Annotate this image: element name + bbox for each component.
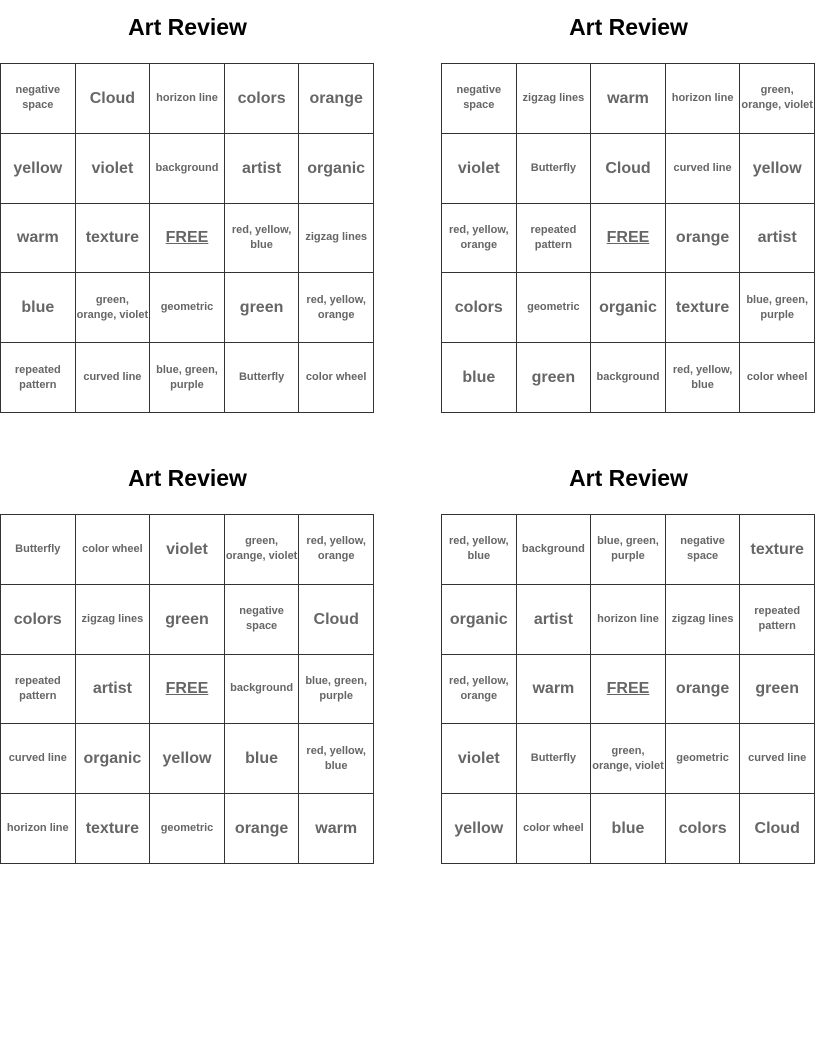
bingo-cell: organic bbox=[299, 134, 374, 204]
bingo-cell: organic bbox=[442, 585, 517, 655]
bingo-cell: blue bbox=[1, 273, 76, 343]
bingo-cell: colors bbox=[442, 273, 517, 343]
bingo-cell: Butterfly bbox=[517, 134, 592, 204]
bingo-cell: Butterfly bbox=[517, 724, 592, 794]
bingo-cell: warm bbox=[299, 794, 374, 864]
bingo-cell: blue, green, purple bbox=[591, 515, 666, 585]
bingo-card-3 bbox=[0, 459, 375, 838]
bingo-cell: horizon line bbox=[591, 585, 666, 655]
bingo-cell: warm bbox=[517, 655, 592, 725]
bingo-cell: zigzag lines bbox=[76, 585, 151, 655]
bingo-cell: color wheel bbox=[299, 343, 374, 413]
card-title: Art Review bbox=[128, 14, 247, 40]
free-space-cell: FREE bbox=[591, 204, 666, 274]
bingo-cell: red, yellow, orange bbox=[442, 204, 517, 274]
bingo-cell: blue bbox=[591, 794, 666, 864]
bingo-cell: green bbox=[225, 273, 300, 343]
bingo-cell: colors bbox=[225, 64, 300, 134]
bingo-grid bbox=[0, 63, 374, 413]
bingo-cell: green, orange, violet bbox=[225, 515, 300, 585]
bingo-cell: Butterfly bbox=[1, 515, 76, 585]
bingo-cell: orange bbox=[666, 204, 741, 274]
bingo-cell: texture bbox=[76, 794, 151, 864]
card-title: Art Review bbox=[128, 465, 247, 491]
bingo-cell: Cloud bbox=[299, 585, 374, 655]
bingo-cell: color wheel bbox=[76, 515, 151, 585]
bingo-grid bbox=[0, 514, 374, 864]
bingo-cell: yellow bbox=[740, 134, 815, 204]
bingo-cell: artist bbox=[517, 585, 592, 655]
bingo-cell: repeated pattern bbox=[517, 204, 592, 274]
bingo-card-2 bbox=[441, 8, 816, 391]
bingo-cell: repeated pattern bbox=[1, 655, 76, 725]
bingo-cell: orange bbox=[225, 794, 300, 864]
bingo-cell: background bbox=[517, 515, 592, 585]
bingo-cell: yellow bbox=[442, 794, 517, 864]
bingo-cell: orange bbox=[299, 64, 374, 134]
bingo-cell: organic bbox=[76, 724, 151, 794]
bingo-cell: violet bbox=[150, 515, 225, 585]
bingo-cell: background bbox=[225, 655, 300, 725]
bingo-cell: green bbox=[150, 585, 225, 655]
bingo-cell: green bbox=[740, 655, 815, 725]
bingo-cell: warm bbox=[591, 64, 666, 134]
bingo-cell: green, orange, violet bbox=[591, 724, 666, 794]
bingo-cell: horizon line bbox=[1, 794, 76, 864]
card-title: Art Review bbox=[569, 14, 688, 40]
bingo-cell: repeated pattern bbox=[740, 585, 815, 655]
bingo-cell: blue, green, purple bbox=[299, 655, 374, 725]
bingo-cell: colors bbox=[666, 794, 741, 864]
bingo-cell: curved line bbox=[76, 343, 151, 413]
bingo-card-1 bbox=[0, 8, 375, 391]
bingo-cell: red, yellow, orange bbox=[299, 273, 374, 343]
bingo-cell: color wheel bbox=[517, 794, 592, 864]
bingo-cell: red, yellow, blue bbox=[225, 204, 300, 274]
bingo-cell: horizon line bbox=[666, 64, 741, 134]
bingo-cell: green bbox=[517, 343, 592, 413]
bingo-cell: zigzag lines bbox=[299, 204, 374, 274]
bingo-cell: curved line bbox=[740, 724, 815, 794]
bingo-cell: texture bbox=[666, 273, 741, 343]
bingo-cell: organic bbox=[591, 273, 666, 343]
bingo-cell: curved line bbox=[666, 134, 741, 204]
bingo-cell: geometric bbox=[666, 724, 741, 794]
bingo-cell: blue, green, purple bbox=[740, 273, 815, 343]
bingo-cell: violet bbox=[76, 134, 151, 204]
bingo-cell: red, yellow, orange bbox=[299, 515, 374, 585]
free-space-cell: FREE bbox=[150, 204, 225, 274]
bingo-cell: Butterfly bbox=[225, 343, 300, 413]
bingo-cell: background bbox=[150, 134, 225, 204]
bingo-cell: negative space bbox=[442, 64, 517, 134]
bingo-cell: warm bbox=[1, 204, 76, 274]
bingo-cell: geometric bbox=[150, 794, 225, 864]
bingo-cell: geometric bbox=[150, 273, 225, 343]
bingo-cell: Cloud bbox=[591, 134, 666, 204]
bingo-cell: color wheel bbox=[740, 343, 815, 413]
bingo-cell: zigzag lines bbox=[666, 585, 741, 655]
bingo-cell: texture bbox=[76, 204, 151, 274]
bingo-cell: blue, green, purple bbox=[150, 343, 225, 413]
bingo-cell: green, orange, violet bbox=[740, 64, 815, 134]
bingo-cell: curved line bbox=[1, 724, 76, 794]
bingo-cell: colors bbox=[1, 585, 76, 655]
bingo-cell: blue bbox=[442, 343, 517, 413]
bingo-cell: red, yellow, blue bbox=[299, 724, 374, 794]
bingo-cell: artist bbox=[76, 655, 151, 725]
bingo-cell: Cloud bbox=[76, 64, 151, 134]
bingo-cell: negative space bbox=[1, 64, 76, 134]
bingo-cell: red, yellow, orange bbox=[442, 655, 517, 725]
bingo-card-4 bbox=[441, 459, 816, 838]
bingo-grid bbox=[441, 63, 815, 413]
bingo-cell: orange bbox=[666, 655, 741, 725]
free-space-cell: FREE bbox=[150, 655, 225, 725]
bingo-cell: horizon line bbox=[150, 64, 225, 134]
bingo-cell: geometric bbox=[517, 273, 592, 343]
bingo-cell: texture bbox=[740, 515, 815, 585]
bingo-cell: negative space bbox=[666, 515, 741, 585]
bingo-cell: violet bbox=[442, 134, 517, 204]
bingo-cell: green, orange, violet bbox=[76, 273, 151, 343]
free-space-cell: FREE bbox=[591, 655, 666, 725]
bingo-cell: violet bbox=[442, 724, 517, 794]
bingo-cell: negative space bbox=[225, 585, 300, 655]
bingo-grid bbox=[441, 514, 815, 864]
bingo-cell: zigzag lines bbox=[517, 64, 592, 134]
bingo-cell: artist bbox=[740, 204, 815, 274]
bingo-cell: artist bbox=[225, 134, 300, 204]
bingo-cell: repeated pattern bbox=[1, 343, 76, 413]
card-title: Art Review bbox=[569, 465, 688, 491]
bingo-cell: yellow bbox=[1, 134, 76, 204]
bingo-cell: Cloud bbox=[740, 794, 815, 864]
bingo-cell: red, yellow, blue bbox=[666, 343, 741, 413]
bingo-cell: yellow bbox=[150, 724, 225, 794]
bingo-cell: background bbox=[591, 343, 666, 413]
bingo-cell: blue bbox=[225, 724, 300, 794]
bingo-cell: red, yellow, blue bbox=[442, 515, 517, 585]
